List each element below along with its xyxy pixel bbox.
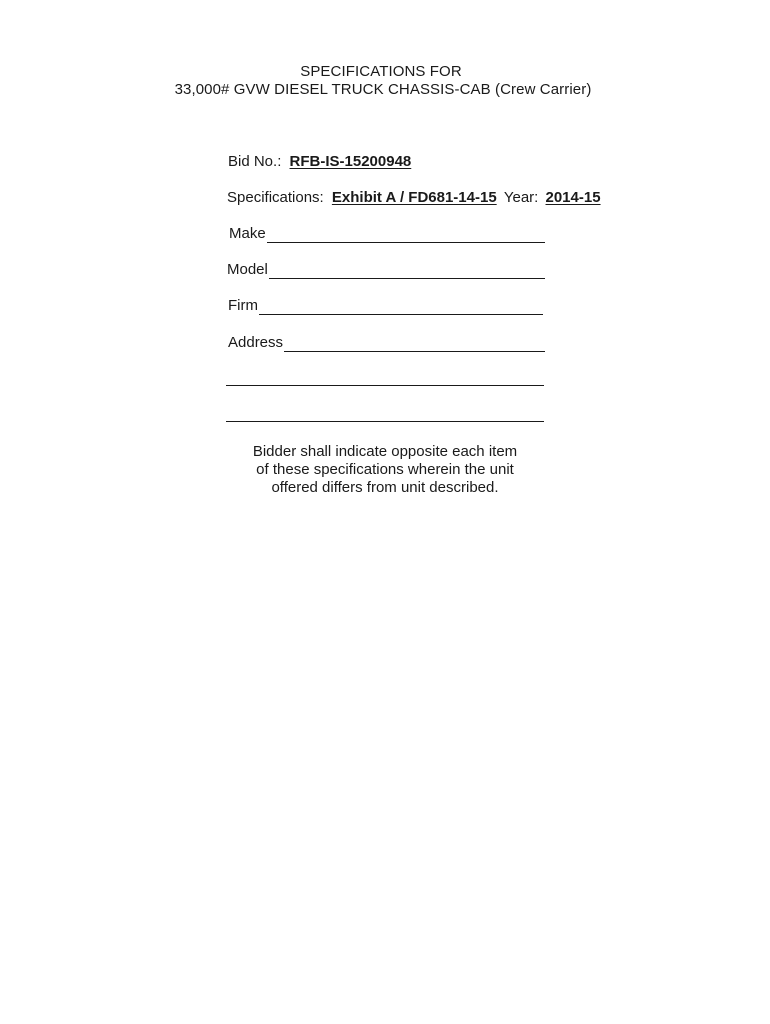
address-input-line[interactable] bbox=[284, 338, 545, 352]
make-input-line[interactable] bbox=[267, 229, 545, 243]
address-line-2[interactable] bbox=[226, 385, 544, 386]
bidder-note-line-2: of these specifications wherein the unit bbox=[256, 461, 514, 478]
document-title-line-1: SPECIFICATIONS FOR bbox=[300, 63, 462, 80]
bid-number-row bbox=[228, 153, 411, 171]
document-title-line-2: 33,000# GVW DIESEL TRUCK CHASSIS-CAB (Crew Carrier) bbox=[174, 81, 592, 98]
model-label: Model bbox=[227, 261, 268, 278]
year-value: 2014-15 bbox=[545, 189, 601, 206]
bidder-note-line-1: Bidder shall indicate opposite each item bbox=[252, 443, 518, 460]
address-line-3[interactable] bbox=[226, 421, 544, 422]
model-input-line[interactable] bbox=[269, 265, 545, 279]
bidder-note-line-3: offered differs from unit described. bbox=[271, 479, 499, 496]
address-field bbox=[228, 334, 545, 352]
specifications-label: Specifications: bbox=[227, 189, 324, 206]
bid-number-label: Bid No.: bbox=[228, 153, 282, 170]
model-field bbox=[227, 261, 545, 279]
bid-number-value: RFB-IS-15200948 bbox=[289, 153, 412, 170]
year-label: Year: bbox=[503, 189, 539, 206]
firm-field bbox=[228, 297, 543, 315]
make-field bbox=[229, 225, 545, 243]
firm-input-line[interactable] bbox=[259, 301, 543, 315]
address-label: Address bbox=[228, 334, 284, 351]
firm-label: Firm bbox=[228, 297, 258, 314]
specifications-row bbox=[227, 189, 601, 207]
make-label: Make bbox=[229, 225, 266, 242]
specifications-value: Exhibit A / FD681-14-15 bbox=[331, 189, 497, 206]
